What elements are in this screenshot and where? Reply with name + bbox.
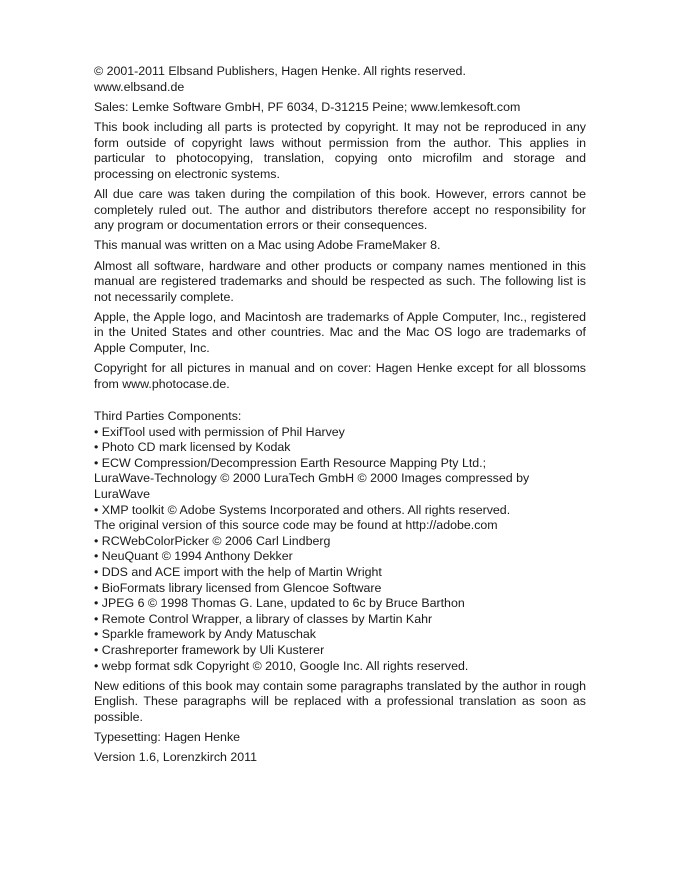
third-party-line: • RCWebColorPicker © 2006 Carl Lindberg	[94, 533, 331, 548]
third-parties-section	[94, 409, 586, 674]
third-party-line: • NeuQuant © 1994 Anthony Dekker	[94, 549, 293, 564]
third-parties-heading: Third Parties Components:	[94, 409, 242, 424]
section-gap	[94, 397, 586, 409]
third-party-line: The original version of this source code may be found at http://adobe.com	[94, 518, 498, 533]
third-party-line: • Photo CD mark licensed by Kodak	[94, 440, 291, 455]
trademarks-paragraph: Almost all software, hardware and other products or company names mentioned in this manual are registered trademarks and should be respected as such. The following list is not necessarily complete.	[94, 258, 586, 304]
framemaker-paragraph: This manual was written on a Mac using Adobe FrameMaker 8.	[94, 238, 441, 253]
third-party-line: • DDS and ACE import with the help of Martin Wright	[94, 564, 382, 579]
third-party-line: • Sparkle framework by Andy Matuschak	[94, 627, 316, 642]
third-party-line: • BioFormats library licensed from Glencoe Software	[94, 580, 382, 595]
third-party-line: LuraWave	[94, 487, 151, 501]
disclaimer-paragraph: All due care was taken during the compilation of this book. However, errors cannot be completely ruled out. The author and distributors therefore accept no responsibility for any program or documentation errors or their consequences.	[94, 186, 586, 233]
third-party-line: • Remote Control Wrapper, a library of classes by Martin Kahr	[94, 611, 433, 626]
imprint-page	[94, 64, 586, 770]
picture-copyright-paragraph: Copyright for all pictures in manual and on cover: Hagen Henke except for all blossoms from www.photocase.de.	[94, 361, 586, 391]
copyright-line: © 2001-2011 Elbsand Publishers, Hagen Henke. All rights reserved.	[94, 64, 466, 78]
apple-trademarks-paragraph: Apple, the Apple logo, and Macintosh are trademarks of Apple Computer, Inc., registered in the United States and other countries. Mac and the Mac OS logo are trademarks of Apple Computer, Inc.	[94, 309, 586, 356]
third-party-line: LuraWave-Technology © 2000 LuraTech GmbH © 2000 Images compressed by	[94, 471, 530, 486]
translation-note-paragraph: New editions of this book may contain some paragraphs translated by the author in rough English. These paragraphs will be replaced with a professional translation as soon as possible.	[94, 678, 586, 724]
third-party-line: • JPEG 6 © 1998 Thomas G. Lane, updated to 6c by Bruce Barthon	[94, 596, 465, 611]
website-line: www.elbsand.de	[94, 79, 185, 94]
third-party-line: • XMP toolkit © Adobe Systems Incorporated and others. All rights reserved.	[94, 502, 511, 517]
typesetting-line: Typesetting: Hagen Henke	[94, 730, 241, 745]
third-party-line: • ECW Compression/Decompression Earth Resource Mapping Pty Ltd.;	[94, 455, 487, 470]
third-party-line: • Crashreporter framework by Uli Kusterer	[94, 642, 325, 657]
copyright-protection-paragraph: This book including all parts is protected by copyright. It may not be reproduced in any form outside of copyright laws without permission from the author. This applies in particular to photocopying, translation, copying onto microfilm and storage and processing on electronic systems.	[94, 119, 586, 181]
third-party-line: • webp format sdk Copyright © 2010, Google Inc. All rights reserved.	[94, 658, 469, 673]
third-party-line: • ExifTool used with permission of Phil Harvey	[94, 424, 345, 439]
version-line: Version 1.6, Lorenzkirch 2011	[94, 750, 258, 765]
sales-line: Sales: Lemke Software GmbH, PF 6034, D-31215 Peine; www.lemkesoft.com	[94, 99, 521, 114]
